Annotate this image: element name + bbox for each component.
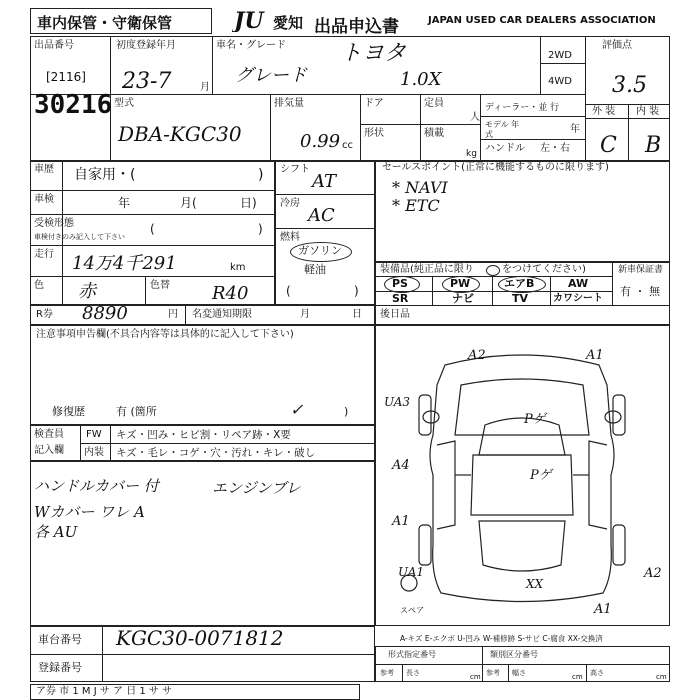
capacity-unit: 人 (470, 112, 480, 123)
equip-aw: AW (568, 277, 589, 290)
mark-hood: Pゲ (530, 468, 552, 483)
aircon-label: 冷房 (280, 198, 300, 209)
exterior-score: C (600, 133, 617, 158)
inspector-label-2: 記入欄 (34, 445, 64, 456)
chassis-label: 車台番号 (38, 633, 82, 646)
equip-sr: SR (392, 292, 409, 305)
spec-width: 幅さ (512, 669, 526, 677)
after-date-label: 後日品 (380, 309, 410, 320)
lot-small-number: [2116] (46, 70, 86, 84)
capacity-label: 定員 (424, 98, 444, 109)
fuel-paren-close: ) (354, 284, 359, 298)
notice-deadline-label: 名変通知期限 (192, 309, 252, 320)
association-name: JAPAN USED CAR DEALERS ASSOCIATION (428, 15, 656, 26)
equip-seat: カワシート (553, 293, 603, 304)
recycle-unit: 円 (168, 309, 178, 320)
inspector-label-1: 検査員 (34, 429, 64, 440)
spec-cm-2: cm (572, 673, 583, 681)
mark-rear-right: A2 (644, 566, 662, 581)
inspection-month: 月( (180, 196, 197, 210)
equipment-circle-sample (486, 265, 500, 276)
score-label: 評価点 (602, 40, 632, 51)
mileage-unit: km (230, 262, 246, 273)
color-change-label: 色替 (150, 280, 170, 291)
recycle-label: R券 (36, 309, 53, 320)
new-warranty-label: 新車保証書 (618, 265, 664, 275)
mark-ua1: UA1 (398, 565, 425, 579)
lot-label: 出品番号 (34, 40, 74, 51)
exterior-label: 外 装 (592, 106, 616, 117)
mark-front-right: A1 (586, 348, 604, 363)
spare-label: スペア (400, 606, 424, 615)
footer-text: ア券 市 1 M J サ ア 日 1 サ サ (36, 686, 173, 697)
notice-label: 注意事項申告欄(不具合内容等は具体的に記入して下さい) (36, 329, 294, 340)
mileage-label: 走行 (34, 249, 54, 260)
score-value: 3.5 (612, 73, 647, 98)
spec-cm-1: cm (470, 673, 481, 681)
damage-legend: A-キズ E-エクボ U-凹み W-補修跡 S-サビ C-腐食 XX-交換済 (400, 634, 603, 643)
aircon-value: AC (308, 205, 335, 226)
displacement-label: 排気量 (274, 98, 304, 109)
remark-2: エンジンブレ (212, 479, 301, 497)
mileage-value: 14万4千291 (72, 253, 177, 274)
fuel-label: 燃料 (280, 232, 300, 243)
notice-day: 日 (352, 309, 362, 320)
mark-rear-right-2: A1 (594, 602, 612, 617)
receipt-label: 受検形態 (34, 218, 74, 229)
grade-label: グレード (235, 65, 307, 86)
spec-height: 高さ (590, 669, 604, 677)
notice-check: ✓ (290, 400, 304, 419)
color-code: R40 (212, 283, 249, 304)
fuel-gasoline: ガソリン (298, 244, 342, 257)
spec-length: 長さ (406, 669, 420, 677)
mark-trunk: XX (526, 577, 544, 591)
receipt-note: 車検付きのみ記入して下さい (34, 233, 125, 241)
spec-class-no: 類別区分番号 (490, 650, 538, 659)
handle-label: ハンドル (485, 143, 525, 154)
fuel-paren-open: ( (286, 284, 291, 298)
repair-label: 修復歴 (52, 405, 85, 418)
dealer-label: ディーラー・並 行 (485, 103, 560, 113)
aichi-title: 愛知 (273, 14, 304, 32)
fuel-diesel: 軽油 (304, 263, 326, 276)
mark-front-left: A2 (468, 348, 486, 363)
mark-ua3: UA3 (384, 395, 411, 409)
equip-pw-circle (442, 276, 480, 293)
grade-value: 1.0X (400, 69, 442, 90)
selling-points-label: セールスポイント(正常に機能するものに限ります) (382, 162, 609, 173)
model-label: 車名・グレード (216, 40, 286, 51)
mark-side-a1: A1 (392, 514, 410, 529)
recycle-value: 8890 (82, 303, 128, 324)
inspection-day: 日) (240, 196, 257, 210)
spec-form-no: 形式指定番号 (388, 650, 436, 659)
equip-pw: PW (450, 277, 471, 290)
interior-score: B (645, 133, 662, 158)
inspector-int-items: キズ・毛レ・コゲ・穴・汚れ・キレ・破し (116, 447, 316, 459)
equip-tv: TV (512, 292, 529, 305)
drive-4wd: 4WD (548, 76, 572, 87)
displacement-value: 0.99 (300, 131, 341, 152)
registration-unit: 月 (200, 82, 210, 93)
spec-ref-1: 参考 (380, 669, 394, 677)
equip-airbag: エアB (504, 277, 535, 290)
repair-value: 有 (箇所 (116, 405, 157, 418)
receipt-paren-open: ( (150, 222, 155, 236)
ju-logo-icon (232, 8, 272, 32)
history-value: 自家用・( (74, 167, 136, 183)
doors-label: ドア (364, 98, 384, 109)
form-title: 出品申込書 (314, 17, 399, 37)
inspector-fw-items: キズ・凹み・ヒビ割・リペア跡・X要 (116, 429, 291, 441)
history-label: 車歴 (34, 164, 54, 175)
equip-ps: PS (392, 277, 408, 290)
handle-options: 左・右 (540, 143, 570, 154)
spec-cm-3: cm (656, 673, 667, 681)
equipment-label: 装備品(純正品に限り (380, 264, 474, 275)
color-value: 赤 (78, 281, 96, 302)
history-close: ) (258, 167, 264, 183)
spec-ref-2: 参考 (486, 669, 500, 677)
remark-1: ハンドルカバー 付 (34, 477, 159, 495)
shift-label: シフト (280, 164, 310, 175)
after-date-block (375, 305, 670, 325)
storage-label-box (30, 8, 212, 34)
chassis-value: KGC30-0071812 (116, 626, 284, 650)
selling-point-1: * NAVI (392, 178, 448, 197)
model-year-unit: 年 (570, 124, 580, 135)
model-name: トヨタ (340, 41, 407, 66)
reg-number-label: 登録番号 (38, 661, 82, 674)
displacement-unit: cc (342, 140, 353, 151)
ju-logo (232, 8, 272, 32)
type-value: DBA-KGC30 (118, 122, 242, 146)
registration-label: 初度登録年月 (116, 40, 176, 51)
model-year-label: モデル 年式 (485, 120, 520, 139)
remark-4: 各 AU (34, 523, 78, 541)
repair-close: ) (344, 405, 349, 418)
equip-airbag-circle (498, 276, 546, 293)
equip-navi: ナビ (452, 292, 474, 305)
selling-point-2: * ETC (392, 196, 440, 215)
drive-2wd: 2WD (548, 50, 572, 61)
mark-side-a4: A4 (392, 458, 410, 473)
shift-value: AT (312, 171, 337, 192)
load-label: 積載 (424, 128, 444, 139)
equip-ps-circle (384, 276, 420, 293)
remark-3: Wカバー ワレ A (34, 503, 145, 521)
storage-label: 車内保管・守衛保管 (37, 14, 173, 32)
receipt-paren-close: ) (258, 222, 263, 236)
load-unit: kg (466, 149, 477, 159)
equipment-circle-note: をつけてください) (502, 264, 586, 275)
type-label: 型式 (114, 98, 134, 109)
lot-number: 30216 (34, 90, 113, 120)
shape-label: 形状 (364, 128, 384, 139)
inspection-year: 年 (118, 196, 131, 210)
notice-month: 月 (300, 309, 310, 320)
inspection-label: 車検 (34, 194, 54, 205)
new-warranty-value: 有 ・ 無 (620, 285, 660, 298)
registration-value: 23-7 (122, 69, 172, 94)
interior-label: 内 装 (636, 106, 660, 117)
mark-roof: Pゲ (524, 412, 546, 427)
inspector-int-label: 内装 (84, 447, 104, 458)
color-label: 色 (34, 280, 44, 291)
svg-text:JU: JU (234, 8, 264, 32)
inspector-fw-label: FW (86, 429, 102, 440)
